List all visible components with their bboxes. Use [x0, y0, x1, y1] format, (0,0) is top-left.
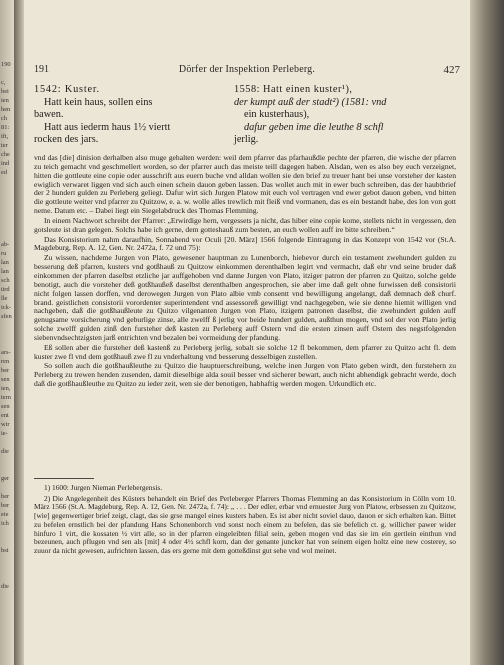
entry-line: ein kusterhaus),	[244, 109, 310, 121]
page-number: 427	[443, 64, 460, 76]
body-text	[34, 154, 456, 390]
paragraph: So sollen auch die gotßhaußleuthe zu Quitzo die hauptuerschreibung, welche inen Jurgen von Plato geben wirdt, den furstehern zu Perleberg zu trewen henden zusenden, damit dieselbige alda souil besser vnd sicherer bewart, auch nicht abhendigk gebracht werde, doch daß die gotßhaußleuthe zu Quitzo zu ieder zeit, wen sie der benotigen, habhaftig werden mogen. Urkundlich etc.	[34, 361, 456, 389]
entry-line: Hatt aus iederm haus 1½ viertt	[44, 121, 171, 133]
paragraph: vnd das [die] dinision derhalben also muge gehalten werden: weil dem pfarrer das pfarhaußdie pechte der pfarren, die wische der pfarren zu teich gemacht vnd geschmellert worden, so der pfarrer auch das meiste teill dagegen haben. Alsdan, wen es also bey euch verzeignet, hitten die gottleute eine copie oder ausschrift aus euern buche vnd alldan wollen sie den brief zu treuer hant bei unse vorsteher der kasten ewiglich verwaret liggen vnd sich auch einen schein dauon geben lassen. Das wollet auch mit in ewer buch schreiben, das der haubtbrief der 2 hundert gulden zu Perleberg geliegt. Dafur wirt sich Jurgen Platow mit euch vol vertragen vnd ewer gebot dauon geben, vnd bitten die gottleute weiter vnd pfarrer zu Quitzow, e. a. w. wolle alles trewlich mit fleiß vnd vormanen, das es ein bestandt habe, des lon von gott neme. Datum etc. – Dabei liegt ein Siegelabdruck des Thomas Flemming.	[34, 153, 456, 216]
entry-line: 1542: Kuster.	[34, 84, 100, 95]
page-header	[34, 64, 460, 78]
entry-line: dafur geben ime die leuthe 8 schfl	[244, 121, 384, 133]
page-stack-edge	[470, 0, 504, 665]
running-title: Dörfer der Inspektion Perleberg.	[178, 64, 316, 75]
header-left-number: 191	[34, 64, 49, 75]
entry-line: der kumpt auß der stadt²) (1581: vnd	[234, 96, 387, 108]
entry-line: 1558: Hatt einen kuster¹),	[234, 84, 353, 95]
entry-line: Hatt kein haus, sollen eins	[44, 96, 153, 108]
entry-line: jerlig.	[234, 134, 259, 146]
footnote: 1) 1600: Jurgen Nieman Perlebergensis.	[44, 483, 163, 492]
paragraph: Zu wissen, nachdeme Jurgen von Plato, gewesener hauptman zu Lunenborch, hiebevor durch ein testament zwehundert gulden zu besserung deß pfarren, kusters vnd gotßhauß zu Quitzow einkommen derenthalben legirt vnd vermacht, daß ehr vnd seine bruder daß einkommen der pfarren daselbst etzliche jar auffgehoben vnd danne Jurgen von Plato, itziger patron der pfarren zu Quitzo, solche gelde benotigt, auch die vorsteher deß gotßhaußeß daselbst derenthalben angesprochen, sie aber ime daß gelt ohne furwissen deß consistorii nicht folgen lassen dorffen, vnd derowegen Jurgen von Plato albie vmb consentt vnd bewilligung angelangt, daß demnach deß churf. brand. geistlichen consistorii vorordenter superintendent vnd assessoreß gewilligt vnd nachgegeben, wie sie denne hiemit willigen vnd nachgeben, daß die gotßhaußleute zu Quitzo vilgenanten Jurgen von Plato, itzigem patronen daselbst, die zwehundert gulden auff genugsame vorsicherung vnd geburlige zinse, alle zwelff ß jerlig vor beide hundert gulden, außthun mogen, vnd sol der von Plato jerlig solche zwelff gulden zinß den fursteher deß kasten zu Perleberg auff Ostern vnd die ersten zinsen auff Ostern des negstfolgenden siebenvndsechtzigsten jarß entrichten vnd bezalen bei vormeidung der pfandung.	[34, 253, 456, 342]
left-page-margin-text: 190 c, bei ien hen ch 81: ift, ter che ind ed ab- ru lan lan sch ürd lle ick- sfen ars- ren ber sen ien, tern sen ent wir ie- die ger ber ber eie ich bst die	[1, 61, 12, 590]
entry-line: rocken des jars.	[34, 134, 99, 146]
footnote-rule	[34, 478, 94, 479]
book-gutter	[14, 0, 24, 665]
entry-1542	[34, 84, 219, 147]
book-page	[24, 0, 470, 665]
paragraph: Das Konsistorium nahm daraufhin, Sonnabend vor Oculi [20. März] 1566 folgende Eintragung in das Konzept von 1542 vor (St.A. Magdeburg, Rep. A. 12, Gen. Nr. 2472a, f. 72 und 75):	[34, 234, 456, 253]
paragraph: In einem Nachwort schreibt der Pfarrer: „Erwirdige hern, vergessets ja nicht, das hiber eine copie kome, stellets nicht in vergessen, den gotsleute ist dran gelegen. Solchs habe ich gerne, dem gotteshauß zum besten, an euch wollen auff ire bitte schreiben.“	[34, 215, 456, 234]
paragraph: Eß sollen aber die fursteher deß kastenß zu Perleberg jerlig, sobalt sie solche 12 fl bekommen, dem pfarrer zu Quitzo acht fl. dem kuster zwe fl vnd dem gotßhauß zwe fl zu vnderhaltung vnd besserung desselbigen zustellen.	[34, 342, 456, 361]
footnote: 2) Die Angelegenheit des Küsters behandelt ein Brief des Perleberger Pfarrers Thomas Flemming an das Konsistorium in Cölln vom 10. März 1566 (St.A. Magdeburg, Rep. A. 12, Gen. Nr. 2472a, f. 74): „ . . . Der edler, erbar vnd ernuester Jurg von Platow, erbsessen zu Quitzow, [wie] gegenwertiger brief zeigt, clagt, das sie grse mangel eines kusters haben. Es ist aber nicht soviel dauo, dauon er sich erhalten kan. Bittet zu befelen ernstlich bei der pfandung Hans Schonenborch vnd sonst noch einem zu befelen, das sie befelich ct. g. willicher pawer wider hinfuro 1 virt, die kossaten ½ virt alle, so in der pfarren eingeleibten filial sein, geben mogen vnd das sie im ein gertlein einthun vnd bezeunen, auch pflugen vnd sen als [mit] 4 oder 4½ schfl korn, dan der genante juncker hat von seinem eigen holtz eine new costerey, so zuuor da nicht gewesen, aufrichten lassen, das ers gerne mit dem gotteßdinst gut sehe vnd wol meinet.	[34, 493, 456, 555]
entry-line: bawen.	[34, 109, 64, 121]
footnotes	[34, 484, 456, 558]
entry-1558	[234, 84, 456, 147]
